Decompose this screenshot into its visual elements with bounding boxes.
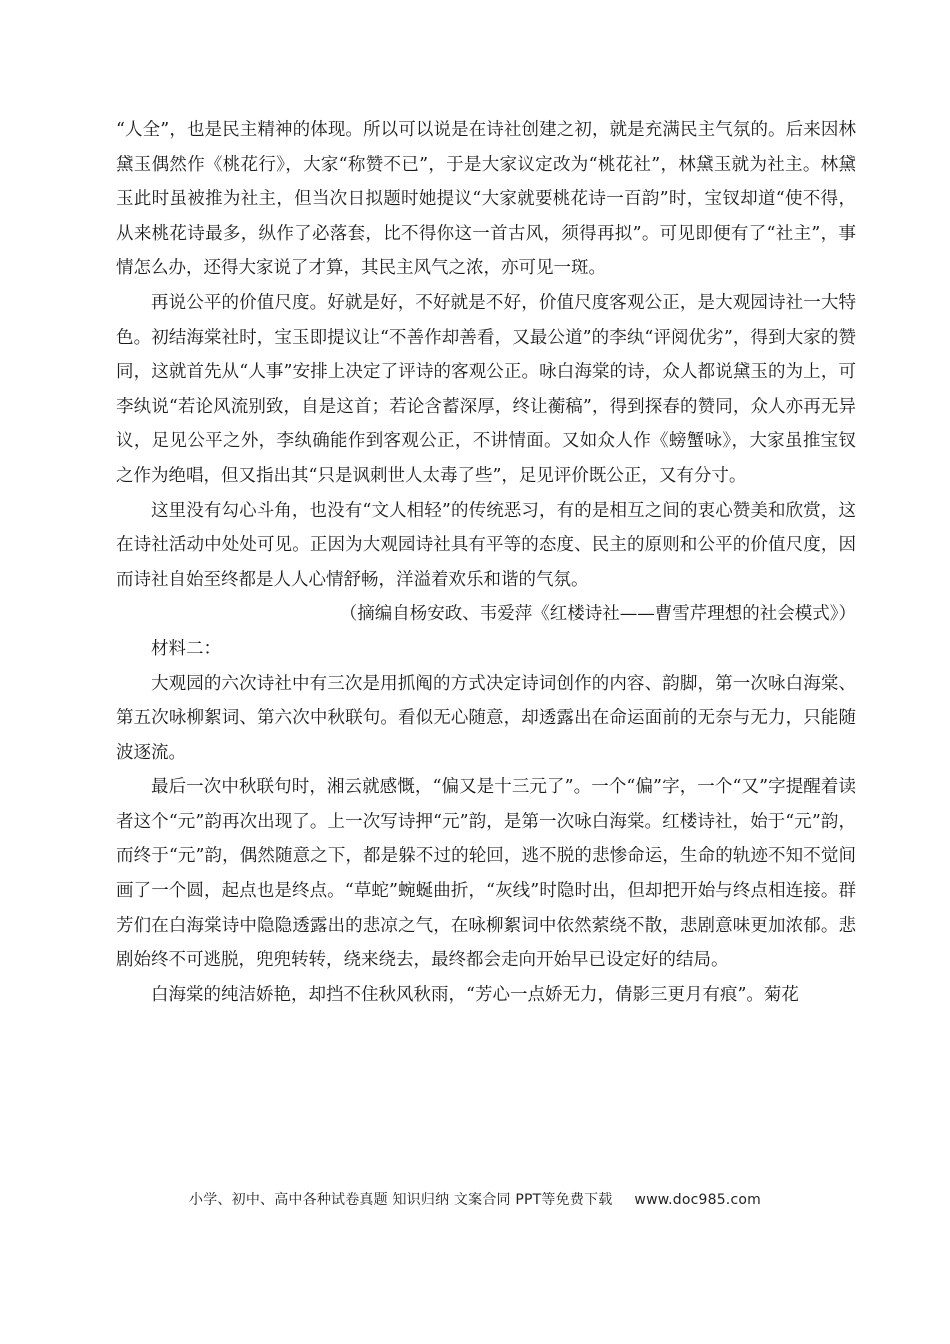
paragraph-4: 大观园的六次诗社中有三次是用抓阄的方式决定诗词创作的内容、韵脚，第一次咏白海棠、第五次咏柳絮词、第六次中秋联句。看似无心随意，却透露出在命运面前的无奈与无力，只能随波逐流。 xyxy=(116,673,856,763)
footer-text: 小学、初中、高中各种试卷真题 知识归纳 文案合同 PPT等免费下载 xyxy=(189,1192,613,1208)
paragraph-1: “人全”，也是民主精神的体现。所以可以说是在诗社创建之初，就是充满民主气氛的。后来因林黛玉偶然作《桃花行》，大家“称赞不已”，于是大家议定改为“桃花社”，林黛玉就为社主。林黛玉此时虽被推为社主，但当次日拟题时她提议“大家就要桃花诗一百韵”时，宝钗却道“使不得，从来桃花诗最多，纵作了必落套，比不得你这一首古风，须得再拟”。可见即便有了“社主”，事情怎么办，还得大家说了才算，其民主风气之浓，亦可见一斑。 xyxy=(116,120,856,279)
paragraph-6: 白海棠的纯洁娇艳，却挡不住秋风秋雨，“芳心一点娇无力，倩影三更月有痕”。菊花 xyxy=(151,984,799,1005)
paragraph-3: 这里没有勾心斗角，也没有“文人相轻”的传统恶习，有的是相互之间的衷心赞美和欣赏，这在诗社活动中处处可见。正因为大观园诗社具有平等的态度、民主的原则和公平的价值尺度，因而诗社自始至终都是人人心情舒畅，洋溢着欢乐和谐的气氛。 xyxy=(116,500,856,590)
document-body xyxy=(116,113,856,1012)
paragraph-2: 再说公平的价值尺度。好就是好，不好就是不好，价值尺度客观公正，是大观园诗社一大特色。初结海棠社时，宝玉即提议让“不善作却善看，又最公道”的李纨“评阅优劣”，得到大家的赞同，这就首先从“人事”安排上决定了评诗的客观公正。咏白海棠的诗，众人都说黛玉的为上，可李纨说“若论风流别致，自是这首；若论含蓄深厚，终让蘅稿”，得到探春的赞同，众人亦再无异议，足见公平之外，李纨确能作到客观公正，不讲情面。又如众人作《螃蟹咏》，大家虽推宝钗之作为绝唱，但又指出其“只是讽刺世人太毒了些”，足见评价既公正，又有分寸。 xyxy=(116,292,856,486)
material-label: 材料二： xyxy=(151,638,221,659)
page-footer xyxy=(0,1190,950,1210)
source-citation: （摘编自杨安政、韦爱萍《红楼诗社——曹雪芹理想的社会模式》） xyxy=(339,604,856,625)
footer-site-link[interactable]: www.doc985.com xyxy=(634,1192,761,1208)
paragraph-5: 最后一次中秋联句时，湘云就感慨，“偏又是十三元了”。一个“偏”字，一个“又”字提醒着读者这个“元”韵再次出现了。上一次写诗押“元”韵，是第一次咏白海棠。红楼诗社，始于“元”韵，而终于“元”韵，偶然随意之下，都是躲不过的轮回，逃不脱的悲惨命运，生命的轨迹不知不觉间画了一个圆，起点也是终点。“草蛇”蜿蜒曲折，“灰线”时隐时出，但却把开始与终点相连接。群芳们在白海棠诗中隐隐透露出的悲凉之气，在咏柳絮词中依然萦绕不散，悲剧意味更加浓郁。悲剧始终不可逃脱，兜兜转转，绕来绕去，最终都会走向开始早已设定好的结局。 xyxy=(116,777,856,971)
